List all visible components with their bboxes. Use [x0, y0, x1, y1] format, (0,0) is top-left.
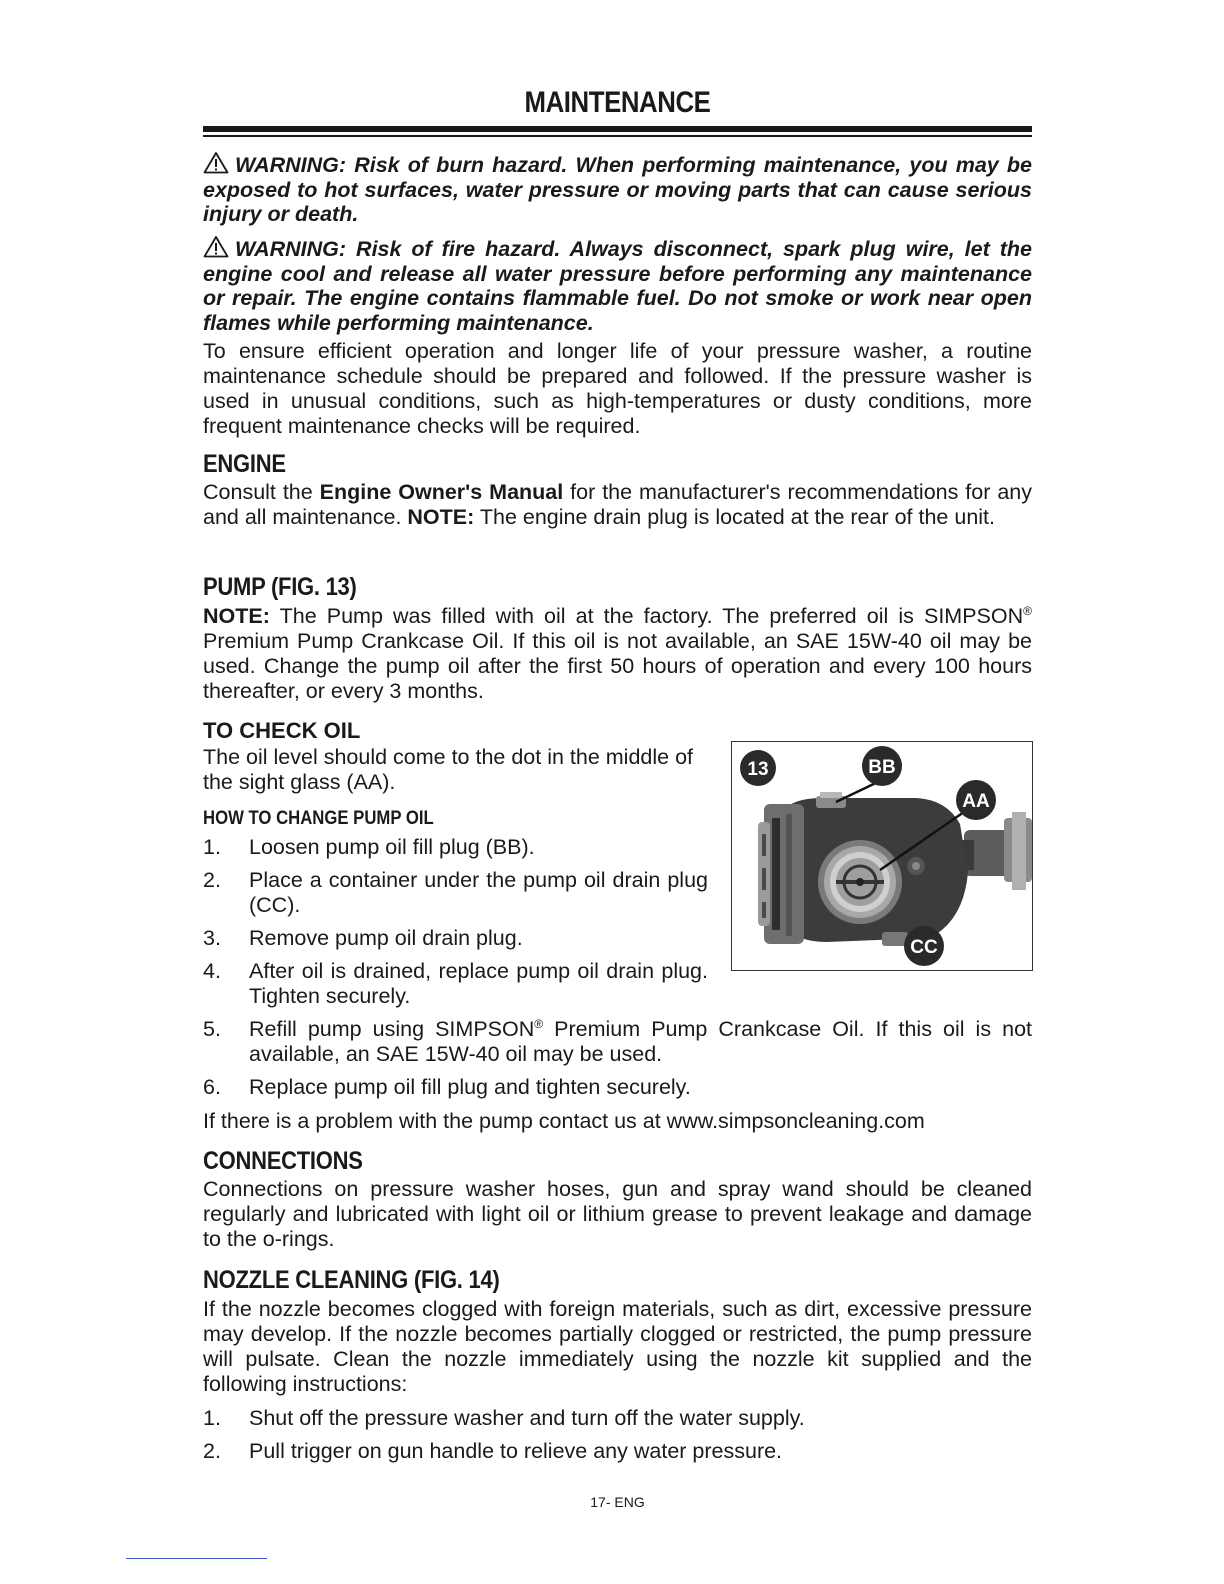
nozzle-heading: NOZZLE CLEANING (FIG. 14)	[203, 1266, 500, 1294]
burn-warning	[203, 151, 1032, 227]
intro-paragraph: To ensure efficient operation and longer life of your pressure washer, a routine maintenance schedule should be prepared and followed. If the pressure washer is used in unusual conditions, such as high-temperatures or dusty conditions, more frequent maintenance checks will be required.	[203, 339, 1032, 438]
engine-text-1: Consult the	[203, 480, 320, 504]
nozzle-paragraph: If the nozzle becomes clogged with foreign materials, such as dirt, excessive pressure may develop. If the nozzle becomes partially clogged or restricted, the pump pressure will pulsate. Clean the nozzle immediately using the nozzle kit supplied and the following instructions:	[203, 1297, 1032, 1396]
change-oil-steps-b	[203, 1017, 1032, 1108]
callout-bb-label: BB	[868, 757, 896, 778]
registered-mark: ®	[1023, 603, 1032, 618]
engine-heading: ENGINE	[203, 450, 286, 478]
connections-heading: CONNECTIONS	[203, 1147, 363, 1175]
pump-paragraph	[203, 604, 1032, 704]
nozzle-step-1	[203, 1406, 1032, 1431]
engine-paragraph	[203, 480, 1032, 530]
step-text: Place a container under the pump oil drain plug (CC).	[249, 868, 708, 917]
pump-note-label: NOTE:	[203, 604, 270, 628]
step-text: Replace pump oil fill plug and tighten securely.	[249, 1075, 691, 1099]
change-oil-steps-a	[203, 835, 708, 1017]
pump-heading: PUMP (FIG. 13)	[203, 573, 357, 601]
step-3	[203, 926, 708, 951]
nozzle-step-2	[203, 1439, 1032, 1464]
step-number: 4.	[203, 959, 221, 983]
callout-aa-label: AA	[962, 791, 990, 812]
connections-paragraph: Connections on pressure washer hoses, gun and spray wand should be cleaned regularly and lubricated with light oil or lithium grease to prevent leakage and damage to the o-rings.	[203, 1177, 1032, 1251]
fire-warning-text: WARNING: Risk of fire hazard. Always disconnect, spark plug wire, let the engine cool and release all water pressure before performing any maintenance or repair. The engine contains flammable fuel. Do not smoke or work near open flames while performing maintenance.	[203, 237, 1032, 335]
page-number: 17- ENG	[590, 1494, 645, 1510]
step-text: Remove pump oil drain plug.	[249, 926, 523, 950]
step-text: After oil is drained, replace pump oil drain plug. Tighten securely.	[249, 959, 708, 1008]
step-number: 1.	[203, 835, 221, 859]
step-number: 1.	[203, 1406, 221, 1430]
check-oil-heading: TO CHECK OIL	[203, 718, 361, 743]
registered-mark: ®	[534, 1016, 544, 1031]
step-number: 2.	[203, 1439, 221, 1463]
step-number: 3.	[203, 926, 221, 950]
pump-text-1: The Pump was filled with oil at the factory. The preferred oil is SIMPSON	[269, 604, 1024, 628]
step-text: Refill pump using SIMPSON	[249, 1017, 535, 1041]
step-4	[203, 959, 708, 1009]
step-2	[203, 868, 708, 918]
step-number: 2.	[203, 868, 221, 892]
check-oil-paragraph: The oil level should come to the dot in the middle of the sight glass (AA).	[203, 745, 694, 794]
title-rule-thick	[203, 126, 1032, 132]
engine-text-2: for the manufacturer's recommendations for any and all maintenance.	[203, 480, 1032, 529]
fire-warning	[203, 235, 1032, 335]
change-oil-heading: HOW TO CHANGE PUMP OIL	[203, 808, 434, 829]
step-text: Loosen pump oil fill plug (BB).	[249, 835, 535, 859]
warning-triangle-icon	[203, 151, 229, 174]
step-text: Shut off the pressure washer and turn off the water supply.	[249, 1406, 805, 1430]
step-5	[203, 1017, 1032, 1067]
figure-number-label: 13	[747, 759, 769, 780]
step-number: 5.	[203, 1017, 221, 1041]
figure-13-pump	[731, 741, 1033, 971]
engine-text-3: The engine drain plug is located at the rear of the unit.	[474, 505, 996, 529]
step-text: Premium Pump Crankcase Oil. If this oil is not available, an SAE 15W-40 oil may be used.	[249, 1017, 1032, 1066]
step-number: 6.	[203, 1075, 221, 1099]
callout-cc-label: CC	[910, 937, 938, 958]
step-text: Pull trigger on gun handle to relieve any water pressure.	[249, 1439, 783, 1463]
nozzle-steps	[203, 1406, 1032, 1472]
pump-contact-line: If there is a problem with the pump contact us at www.simpsoncleaning.com	[203, 1109, 925, 1133]
page-title: MAINTENANCE	[524, 86, 711, 119]
pump-text-2: Premium Pump Crankcase Oil. If this oil is not available, an SAE 15W-40 oil may be used. Change the pump oil after the first 50 hours of operation and every 100 hours thereafter, or every 3 months.	[203, 629, 1032, 703]
step-1	[203, 835, 708, 860]
corner-line	[126, 1558, 267, 1559]
pump-illustration	[732, 742, 1032, 970]
engine-note-label: NOTE:	[407, 505, 475, 529]
title-rule-thin	[203, 135, 1032, 137]
warning-triangle-icon	[203, 235, 229, 258]
step-6	[203, 1075, 1032, 1100]
burn-warning-text: WARNING: Risk of burn hazard. When performing maintenance, you may be exposed to hot surfaces, water pressure or moving parts that can cause serious injury or death.	[203, 153, 1032, 226]
engine-manual-ref: Engine Owner's Manual	[319, 480, 564, 504]
